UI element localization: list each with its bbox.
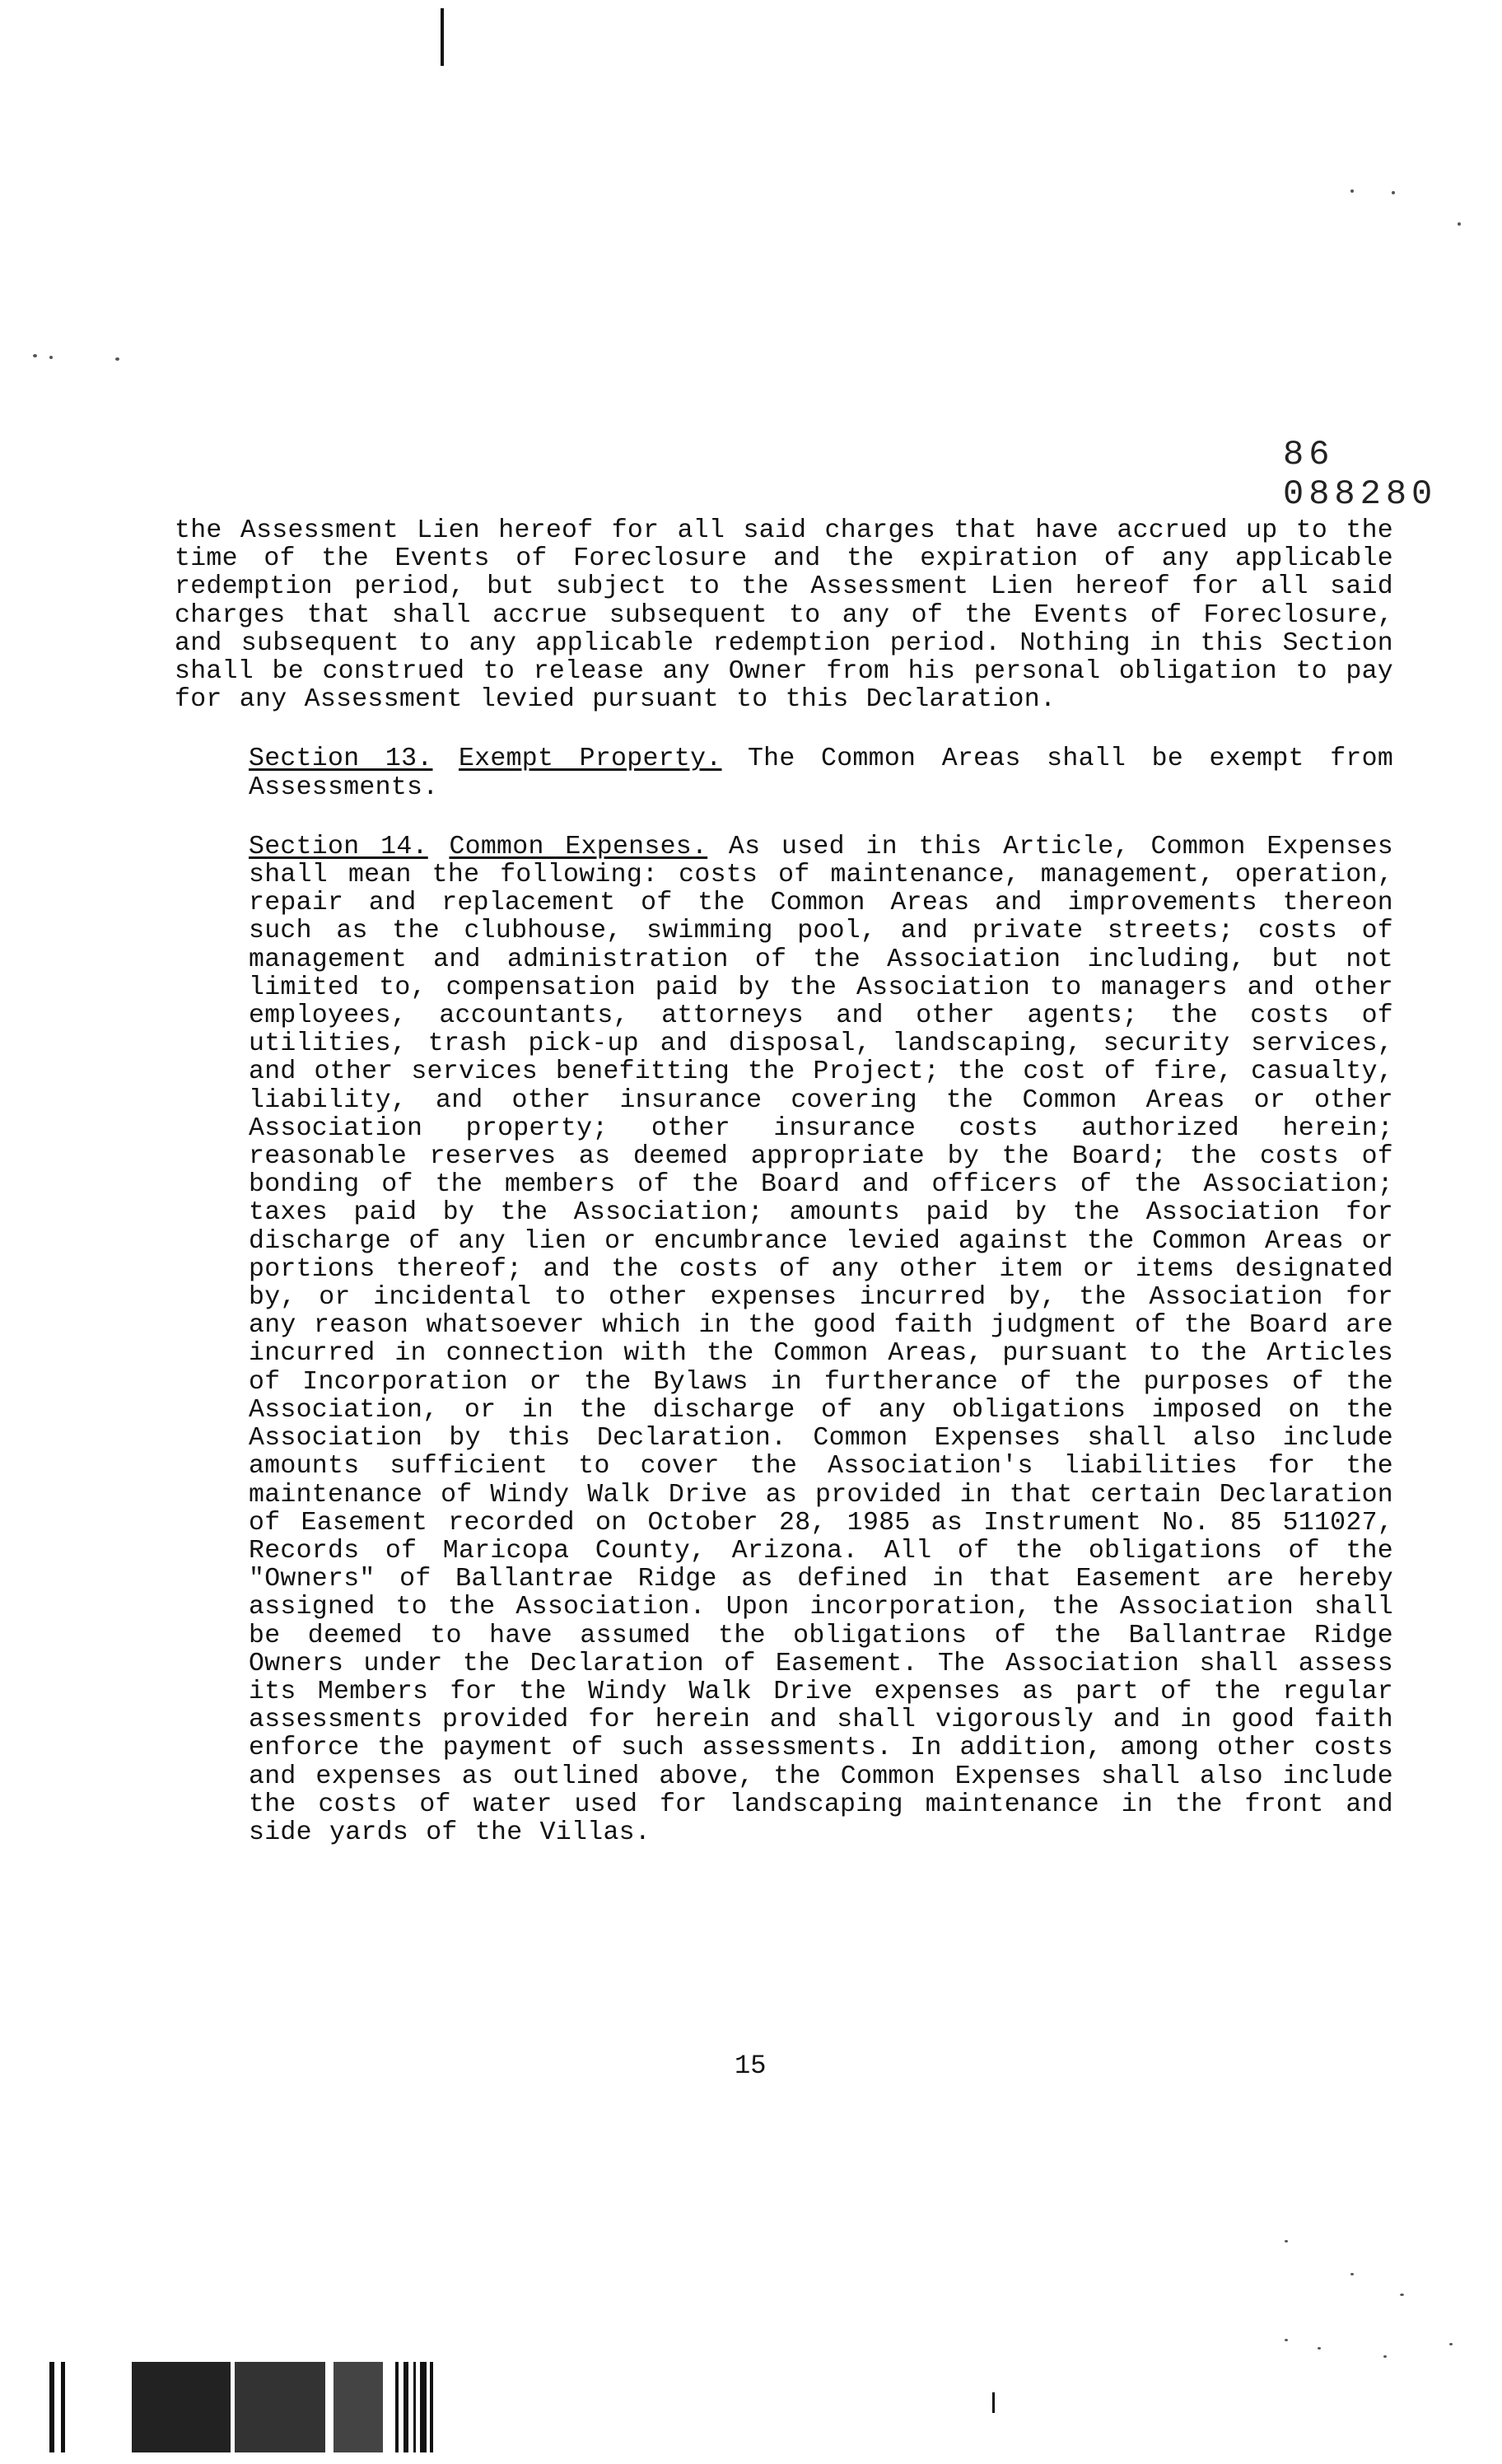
section-14-label: Section 14. — [249, 832, 428, 861]
scan-speck — [49, 356, 53, 359]
section-14 — [175, 833, 1393, 1847]
scan-speck — [1383, 2355, 1387, 2358]
scan-speck — [1318, 2347, 1321, 2350]
scan-speck — [1392, 191, 1395, 194]
section-14-text: As used in this Article, Common Expenses shall mean the following: costs of maintenance, management, operation, repair and replacement of the Common Areas and improvements thereon such as the clubhouse, swimming pool, and private streets; costs of management and administration of the Association including, but not limited to, compensation paid by the Association to managers and other employees, accountants, attorneys and other agents; the costs of utilities, trash pick-up and disposal, landscaping, security services, and other services benefitting the Project; the cost of fire, casualty, liability, and other insurance covering the Common Areas or other Association property; other insurance costs authorized herein; reasonable reserves as deemed appropriate by the Board; the costs of bonding of the members of the Board and officers of the Association; taxes paid by the Association; amounts paid by the Association for discharge of any lien or encumbrance levied against the Common Areas or portions thereof; and the costs of any other item or items designated by, or incidental to other expenses incurred by, the Association for any reason whatsoever which in the good faith judgment of the Board are incurred in connection with the Common Areas, pursuant to the Articles of Incorporation or the Bylaws in furtherance of the purposes of the Association, or in the discharge of any obligations imposed on the Association by this Declaration. Common Expenses shall also include amounts sufficient to cover the Association's liabilities for the maintenance of Windy Walk Drive as provided in that certain Declaration of Easement recorded on October 28, 1985 as Instrument No. 85 511027, Records of Maricopa County, Arizona. All of the obligations of the "Owners" of Ballantrae Ridge as defined in that Easement are hereby assigned to the Association. Upon incorporation, the Association shall be deemed to have assumed the obligations of the Ballantrae Ridge Owners under the Declaration of Easement. The Association shall assess its Members for the Windy Walk Drive expenses as part of the regular assessments provided for herein and shall vigorously and in good faith enforce the payment of such assessments. In addition, among other costs and expenses as outlined above, the Common Expenses shall also include the costs of water used for landscaping maintenance in the front and side yards of the Villas. — [249, 832, 1394, 1847]
scan-mark-bottom — [992, 2392, 995, 2413]
document-number: 86 088280 — [1283, 435, 1438, 514]
scan-speck — [1350, 2273, 1354, 2275]
paragraph-assessment-lien: the Assessment Lien hereof for all said charges that have accrued up to the time of the Events of Foreclosure and the expiration of any applicable redemption period, but subject to the Assessment Lien hereof for all said charges that shall accrue subsequent to any of the Events of Foreclosure, and subsequent to any applicable redemption period. Nothing in this Section shall be construed to release any Owner from his personal obligation to pay for any Assessment levied pursuant to this Declaration. — [175, 516, 1393, 715]
section-13-title: Exempt Property. — [458, 744, 722, 774]
scan-speck — [1285, 2339, 1288, 2341]
section-13 — [175, 745, 1393, 801]
section-14-title: Common Expenses. — [449, 832, 708, 861]
scan-speck — [1350, 189, 1354, 193]
scan-speck — [1458, 222, 1461, 226]
document-body — [175, 517, 1393, 1847]
barcode-image — [49, 2362, 436, 2452]
scan-speck — [1285, 2240, 1288, 2242]
scan-mark-top — [441, 8, 444, 66]
scan-speck — [115, 357, 119, 361]
section-13-label: Section 13. — [249, 744, 433, 774]
section-13-text: The Common Areas shall be exempt from Assessments. — [249, 744, 1394, 802]
scan-speck — [1449, 2343, 1453, 2345]
scan-speck — [33, 354, 37, 357]
scan-speck — [1400, 2294, 1404, 2296]
page-number: 15 — [735, 2051, 767, 2081]
